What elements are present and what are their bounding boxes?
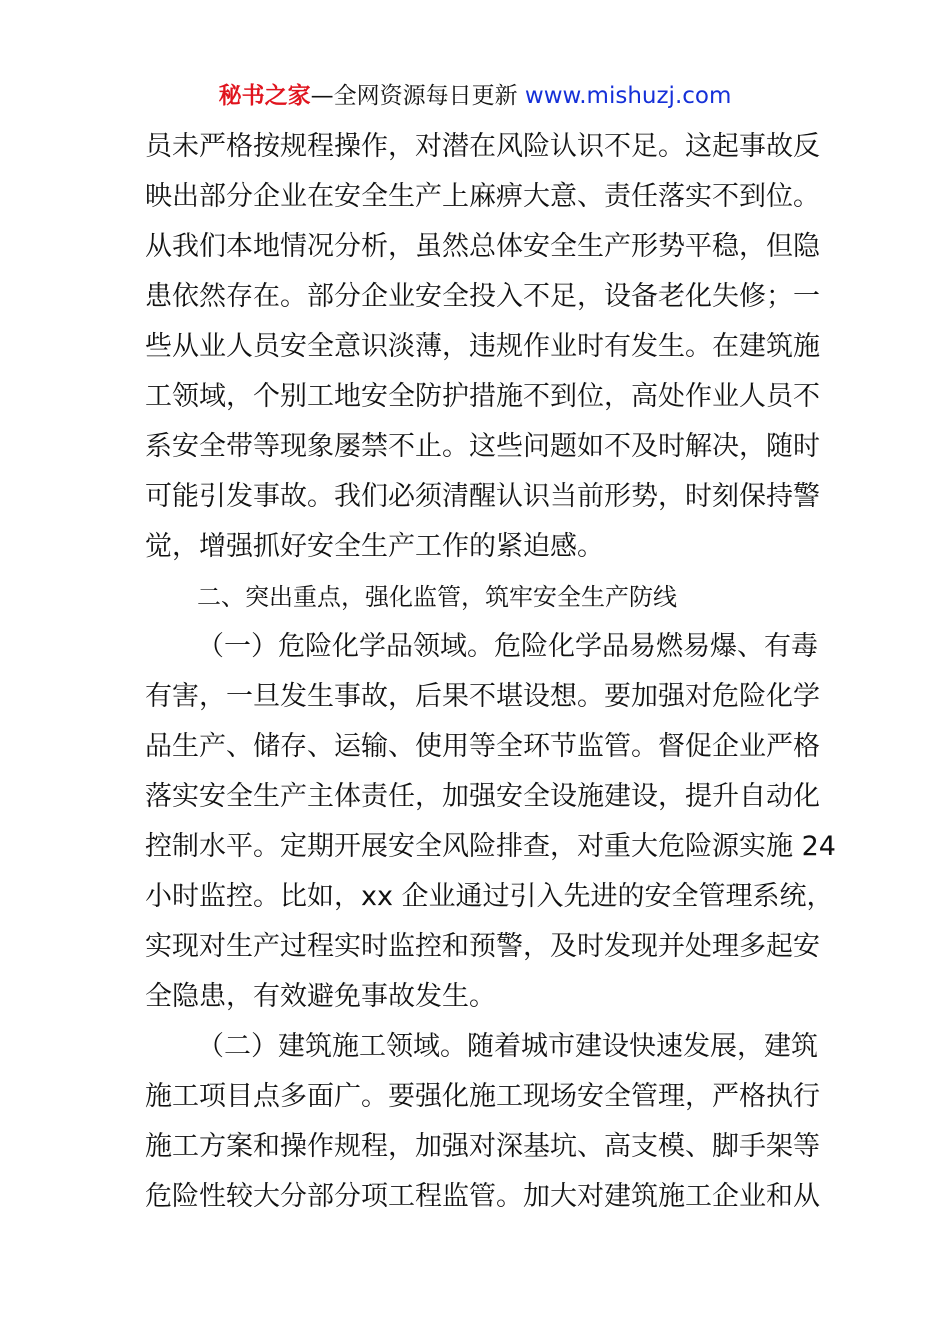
document-body <box>145 122 836 1222</box>
text-line: 从我们本地情况分析，虽然总体安全生产形势平稳，但隐 <box>145 231 820 262</box>
site-url-link[interactable]: www.mishuzj.com <box>524 83 732 109</box>
text-line: 品生产、储存、运输、使用等全环节监管。督促企业严格 <box>145 731 820 762</box>
text-line: 实现对生产过程实时监控和预警，及时发现并处理多起安 <box>145 931 820 962</box>
text-line: 员未严格按规程操作，对潜在风险认识不足。这起事故反 <box>145 131 820 162</box>
text-line: 觉，增强抓好安全生产工作的紧迫感。 <box>145 531 604 562</box>
text-line: 小时监控。比如，xx 企业通过引入先进的安全管理系统， <box>145 881 834 912</box>
text-line: 工领域，个别工地安全防护措施不到位，高处作业人员不 <box>145 381 820 412</box>
text-line: 系安全带等现象屡禁不止。这些问题如不及时解决，随时 <box>145 431 820 462</box>
section-heading: 二、突出重点，强化监管，筑牢安全生产防线 <box>197 583 677 611</box>
text-line: 些从业人员安全意识淡薄，违规作业时有发生。在建筑施 <box>145 331 820 362</box>
text-line: 映出部分企业在安全生产上麻痹大意、责任落实不到位。 <box>145 181 820 212</box>
text-line: 落实安全生产主体责任，加强安全设施建设，提升自动化 <box>145 781 820 812</box>
site-brand: 秘书之家 <box>218 83 311 109</box>
text-line: 患依然存在。部分企业安全投入不足，设备老化失修；一 <box>145 281 820 312</box>
site-header <box>0 80 950 112</box>
text-line: 危险性较大分部分项工程监管。加大对建筑施工企业和从 <box>145 1181 820 1212</box>
text-line: 控制水平。定期开展安全风险排查，对重大危险源实施 24 <box>145 831 836 862</box>
text-line: 有害，一旦发生事故，后果不堪设想。要加强对危险化学 <box>145 681 820 712</box>
site-tagline: —全网资源每日更新 <box>310 83 525 109</box>
text-line: （二）建筑施工领域。随着城市建设快速发展，建筑 <box>197 1031 818 1062</box>
text-line: 施工项目点多面广。要强化施工现场安全管理，严格执行 <box>145 1081 820 1112</box>
text-line: （一）危险化学品领域。危险化学品易燃易爆、有毒 <box>197 631 818 662</box>
text-line: 施工方案和操作规程，加强对深基坑、高支模、脚手架等 <box>145 1131 820 1162</box>
text-line: 可能引发事故。我们必须清醒认识当前形势，时刻保持警 <box>145 481 820 512</box>
text-line: 全隐患，有效避免事故发生。 <box>145 981 496 1012</box>
